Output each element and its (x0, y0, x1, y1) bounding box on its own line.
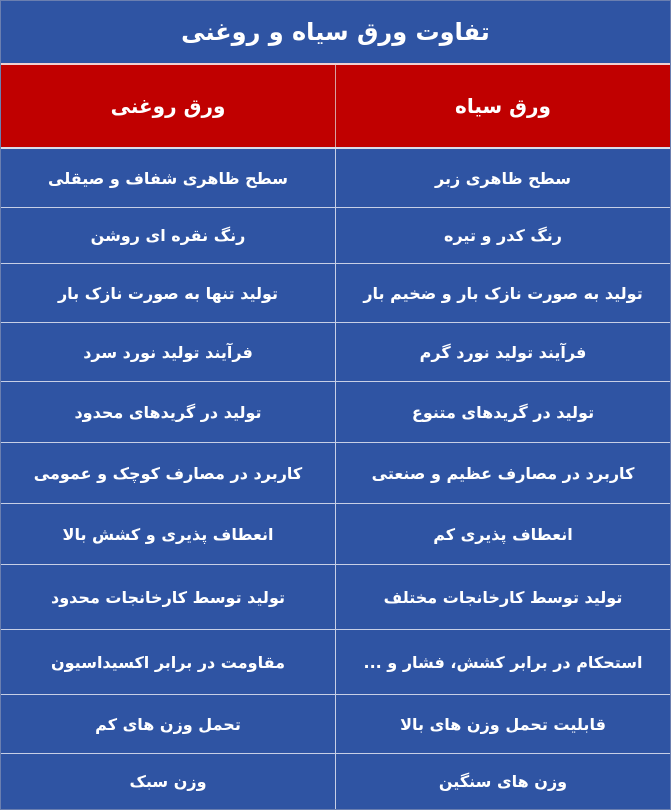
cell-oily-sheet: مقاومت در برابر اکسیداسیون (1, 630, 336, 694)
cell-oily-sheet: انعطاف پذیری و کشش بالا (1, 504, 336, 564)
table-row (1, 504, 670, 565)
cell-black-sheet: تولید در گریدهای متنوع (411, 402, 595, 422)
table-row (1, 443, 670, 504)
cell-oily-sheet: رنگ نقره ای روشن (1, 208, 336, 263)
table-row (1, 695, 670, 754)
table-row (1, 565, 670, 630)
header-black-sheet: ورق سیاه (455, 94, 551, 118)
cell-oily-sheet: کاربرد در مصارف کوچک و عمومی (1, 443, 336, 503)
cell-black-sheet: تولید توسط کارخانجات مختلف (383, 587, 623, 607)
cell-oily-sheet: تحمل وزن های کم (1, 695, 336, 753)
table-row (1, 754, 670, 809)
cell-black-sheet: رنگ کدر و تیره (444, 226, 562, 245)
table-row (1, 382, 670, 443)
header-row (1, 65, 670, 149)
cell-black-sheet: کاربرد در مصارف عظیم و صنعتی (371, 463, 635, 483)
table-row (1, 630, 670, 695)
cell-black-sheet: انعطاف پذیری کم (433, 524, 573, 544)
cell-oily-sheet: فرآیند تولید نورد سرد (1, 323, 336, 381)
table-title: تفاوت ورق سیاه و روغنی (1, 1, 670, 65)
table-row (1, 149, 670, 208)
cell-oily-sheet: تولید توسط کارخانجات محدود (1, 565, 336, 629)
cell-oily-sheet: سطح ظاهری شفاف و صیقلی (1, 149, 336, 207)
table-row (1, 264, 670, 323)
header-oily-sheet: ورق روغنی (1, 65, 336, 147)
cell-black-sheet: سطح ظاهری زبر (435, 168, 571, 188)
cell-black-sheet: وزن های سنگین (438, 772, 568, 791)
table-row (1, 323, 670, 382)
cell-black-sheet: استحکام در برابر کشش، فشار و ... (363, 652, 643, 672)
cell-black-sheet: فرآیند تولید نورد گرم (419, 342, 587, 362)
cell-black-sheet: تولید به صورت نازک بار و ضخیم بار (363, 283, 643, 303)
cell-oily-sheet: وزن سبک (1, 754, 336, 809)
cell-oily-sheet: تولید در گریدهای محدود (1, 382, 336, 442)
cell-oily-sheet: تولید تنها به صورت نازک بار (1, 264, 336, 322)
cell-black-sheet: قابلیت تحمل وزن های بالا (400, 714, 606, 734)
table-row (1, 208, 670, 264)
